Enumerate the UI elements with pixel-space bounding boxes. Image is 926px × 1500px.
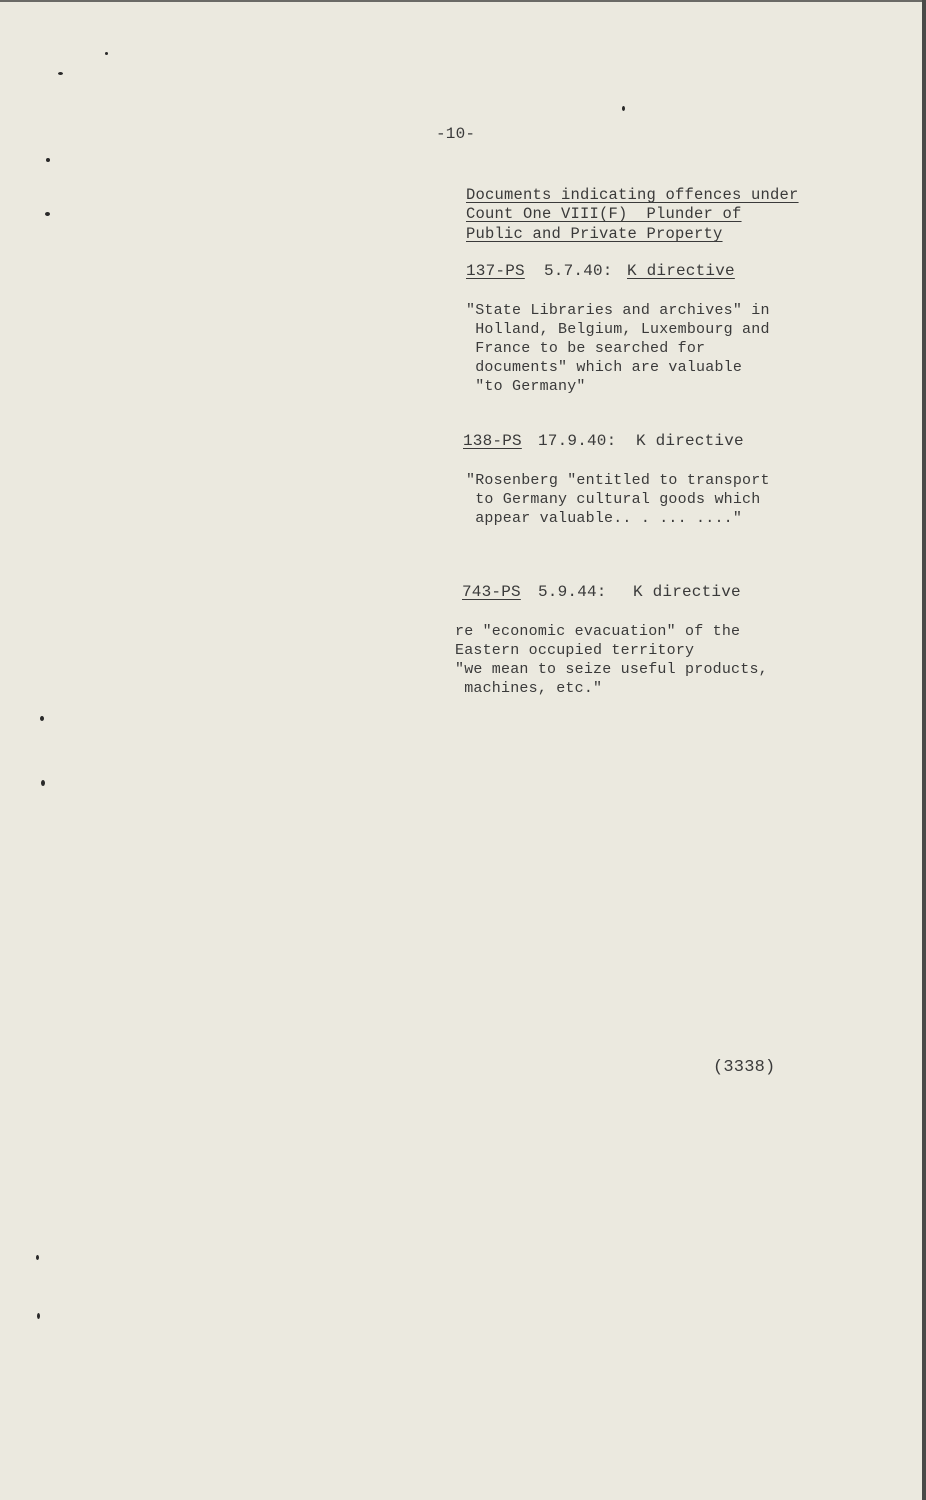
document-ref: 743-PS — [462, 583, 521, 601]
scan-speck — [36, 1255, 39, 1260]
scan-speck — [46, 158, 50, 162]
entry-text-line: Holland, Belgium, Luxembourg and — [466, 321, 770, 338]
page-edge-top — [0, 0, 926, 2]
document-date: 17.9.40: — [538, 432, 617, 450]
scan-speck — [41, 780, 45, 786]
scan-speck — [622, 106, 625, 111]
document-code: (3338) — [713, 1058, 776, 1077]
document-ref: 137-PS — [466, 262, 525, 280]
heading-line: Count One VIII(F) Plunder of — [466, 205, 742, 223]
document-ref: 138-PS — [463, 432, 522, 450]
page-number: -10- — [436, 125, 476, 143]
document-date: 5.9.44: — [538, 583, 607, 601]
page-edge-right — [922, 0, 926, 1500]
entry-text-line: "to Germany" — [466, 378, 586, 395]
document-label: K directive — [633, 583, 741, 601]
document-date: 5.7.40: — [544, 262, 613, 280]
entry-text-line: "we mean to seize useful products, — [455, 661, 768, 678]
entry-text-line: Eastern occupied territory — [455, 642, 695, 659]
scan-speck — [105, 52, 108, 55]
entry-text-line: France to be searched for — [466, 340, 706, 357]
entry-text-line: machines, etc." — [455, 680, 603, 697]
entry-text-line: "Rosenberg "entitled to transport — [466, 472, 770, 489]
heading-line: Public and Private Property — [466, 225, 723, 243]
scan-speck — [40, 716, 44, 721]
document-label: K directive — [636, 432, 744, 450]
heading-line: Documents indicating offences under — [466, 186, 799, 204]
scan-speck — [58, 72, 63, 75]
document-label: K directive — [627, 262, 735, 280]
entry-text-line: appear valuable.. . ... ...." — [466, 510, 743, 527]
scan-speck — [37, 1313, 40, 1319]
entry-text-line: re "economic evacuation" of the — [455, 623, 741, 640]
entry-text-line: documents" which are valuable — [466, 359, 743, 376]
entry-text-line: to Germany cultural goods which — [466, 491, 761, 508]
scan-speck — [45, 212, 50, 216]
entry-text-line: "State Libraries and archives" in — [466, 302, 770, 319]
